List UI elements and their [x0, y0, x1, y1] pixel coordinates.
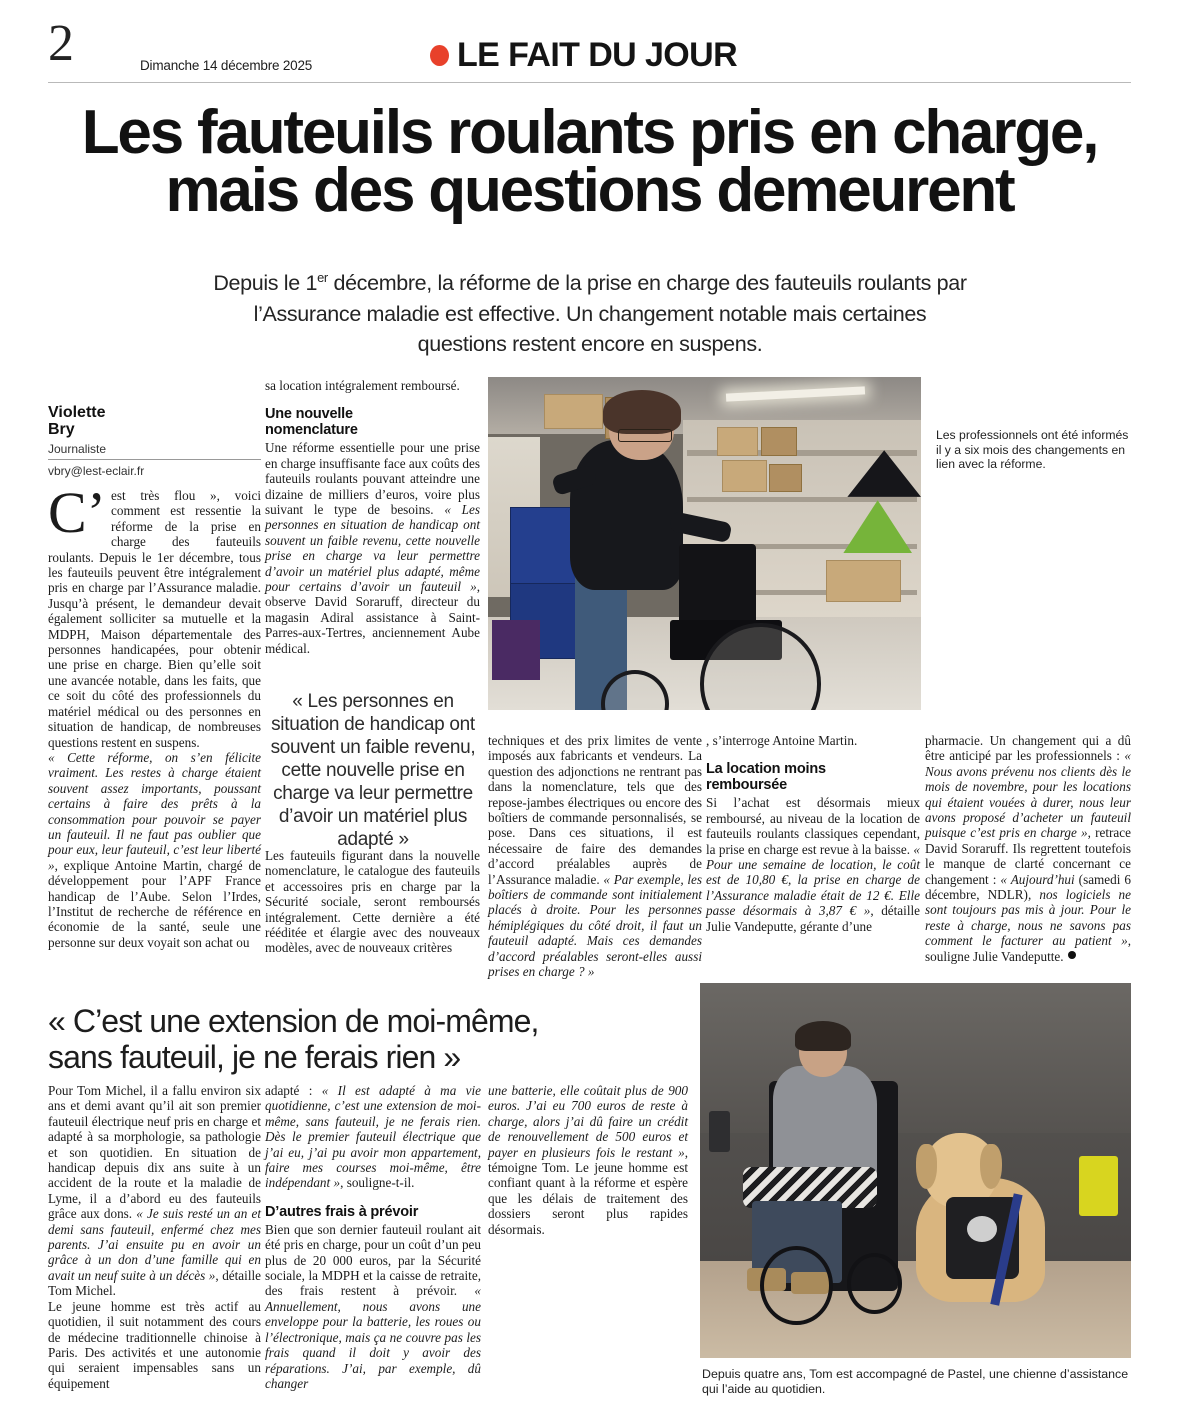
article1-column-1 [48, 480, 261, 950]
article2-column-2 [265, 1083, 481, 1391]
photo-cardboard-box [544, 394, 602, 429]
article1-column-2-cont [265, 848, 480, 956]
subhead-line-1: La location moins [706, 761, 826, 778]
attribution-text: , détaille Julie Vandeputte, gérante d’une [706, 903, 921, 934]
body-text: adapté : [265, 1083, 322, 1098]
photo-dog-ear [980, 1144, 1002, 1189]
standfirst-superscript: er [317, 269, 328, 285]
section-rubric [430, 38, 737, 72]
photo-wheelchair-wheel [847, 1253, 902, 1314]
photo-dog-vest-badge [967, 1216, 997, 1242]
article2-headline [48, 1003, 688, 1075]
subhead-line-1: Une nouvelle [265, 406, 353, 423]
subhead-line-2: remboursée [706, 777, 788, 794]
page-number: 2 [48, 15, 74, 72]
body-text: Bien que son dernier fauteuil roulant ait été pris en charge, pour un coût d’un peu plus de 20 000 euros, par la Sécurité sociale, la MDPH et la caisse de retraite, des frais restent à prévoir. [265, 1221, 481, 1299]
quote-text-c: , nos logiciels ne sont toujours pas mis à jour. Pour le reste à charge, nous ne savons pas comment le facturer au patient » [925, 887, 1132, 949]
article1-pull-quote: « Les personnes en situation de handicap ont souvent un faible revenu, cette nouvelle prise en charge va leur permettre d’avoir un matériel plus adapté » [270, 691, 476, 850]
photo-cardboard-box [717, 427, 758, 456]
photo-wheelchair-backrest [679, 544, 757, 631]
article1-col4-attribution: , s’interroge Antoine Martin. [706, 733, 858, 748]
headline-line-1: Les fauteuils roulants pris en charge, [81, 98, 1098, 167]
article2-photo-caption: Depuis quatre ans, Tom est accompagné de Pastel, une chienne d’assistance qui l’aide au quotidien. [702, 1367, 1129, 1396]
article1-subhead-nomenclature [265, 406, 480, 438]
article1-col1-paragraph-2 [48, 750, 261, 950]
photo-yellow-object [1079, 1156, 1118, 1216]
quote-text: une batterie, elle coûtait plus de 900 euros. J’ai eu 700 euros de reste à charge, alors j’ai dû faire un crédit de renouvellement de 500 euros et payer en plusieurs fois le restant » [488, 1083, 688, 1160]
article1-col2-paragraph-0: sa location intégralement remboursé. [265, 378, 460, 393]
photo-person-glasses [618, 429, 672, 443]
article2-col1-paragraph-1 [48, 1083, 261, 1299]
photo-cardboard-box [769, 464, 801, 493]
standfirst-line-2: par l’Assurance maladie est effective. Un changement notable [253, 271, 967, 326]
attribution-text-b: , souligne Julie Vandeputte. [925, 933, 1131, 964]
masthead-divider [48, 82, 1131, 83]
standfirst-part-a: Depuis le 1 [213, 271, 318, 295]
byline-email[interactable]: vbry@lest-eclair.fr [48, 464, 145, 478]
red-dot-icon [430, 45, 449, 66]
article1-col1-paragraph-1: C’est très flou », voici comment est ressentie la réforme de la prise en charge des fauteuils roulants. Depuis le 1er décembre, tous les fauteuils peuvent être intégralement pris en charge par l’Assurance maladie. Jusqu’à présent, le demandeur devait également solliciter sa mutuelle et la MDPH, Maison départementale des personnes handicapées, pour obtenir une prise en charge. Bien qu’elle soit une avancée notable, dans les faits, que ce soit du côté des professionnels du matériel médical ou des personnes en situation de handicap, de nombreuses questions restent en suspens. [48, 480, 261, 750]
article1-photo-caption: Les professionnels ont été informés il y a six mois des changements en lien avec la réforme. [936, 428, 1129, 472]
photo-person-torso [570, 440, 683, 590]
article1-headline [48, 98, 1131, 225]
quote-text: « Je suis resté un an et demi sans fauteuil, enfermé chez mes parents. J’ai ensuite pu en avoir un grâce à un don d’une famille qui en avait un neuf suite à un décès » [48, 1206, 262, 1283]
quote-text: « Il est adapté à ma vie quotidienne, c’est une extension de moi-même, sans fauteuil, je ne ferais rien. Dès le premier fauteuil électrique que j’ai eu, j’ai pu avoir mon appartement, faire mes courses moi-même, être indépendant » [265, 1083, 482, 1191]
article1-col4-paragraph-2 [706, 795, 920, 934]
quote-text-b: « Aujourd’hui [1000, 871, 1079, 887]
quote-text: « Annuellement, nous avons une enveloppe pour la batterie, les roues ou l’électronique, mais ça ne couvre pas les frais quand il doit y avoir des réparations. J’ai, par exemple, dû changer [265, 1283, 481, 1391]
byline-role: Journaliste [48, 442, 261, 460]
article1-column-5 [925, 733, 1131, 964]
article2-col3-paragraph-1 [488, 1083, 688, 1237]
article1-standfirst [210, 268, 970, 360]
subhead-line-2: nomenclature [265, 422, 358, 439]
standfirst-part-b: décembre, la réforme de la prise en charge des fauteuils roulants [327, 271, 931, 295]
rubric-label: LE FAIT DU JOUR [457, 36, 738, 74]
photo-person-hair [603, 390, 681, 433]
photo-person-hair [795, 1021, 851, 1051]
body-text: Une réforme essentielle pour une prise en charge insuffisante face aux coûts des fauteuils roulants pouvant atteindre une dizaine de milliers d’euros, voire plus suivant le type de besoins. [265, 440, 480, 518]
body-text: Si l’achat est désormais mieux remboursé, au niveau de la location de fauteuils roulants classiques cependant, la prise en charge est revue à la baisse. [706, 795, 920, 857]
quote-text: « Les personnes en situation de handicap ont souvent un faible revenu, cette nouvelle prise en charge va leur permettre d’avoir un matériel plus adapté, même pour certains d’avoir un fauteuil » [265, 502, 480, 595]
attribution-text: , retrace David Soraruff. Ils regrettent toutefois le manque de clarté concernant ce changement : [925, 825, 1131, 887]
photo-wheelchair-wheel [760, 1246, 833, 1325]
article2-col2-paragraph-2 [265, 1222, 481, 1391]
photo-purple-box [492, 620, 540, 680]
masthead [48, 15, 1131, 84]
article2-column-1 [48, 1083, 261, 1391]
attribution-text: , témoigne Tom. Le jeune homme est confiant quant à la réforme et espère que les délais de traitement des dossiers seront plus rapides désormais. [488, 1144, 688, 1237]
article2-col2-paragraph-1 [265, 1083, 481, 1191]
attribution-text: , détaille Tom Michel. [48, 1267, 262, 1299]
photo-cardboard-box [722, 460, 767, 492]
article1-col2-paragraph-1 [265, 440, 480, 656]
byline-last-name: Bry [48, 421, 75, 438]
photo-dog-ear [916, 1144, 938, 1189]
article2-photo-tom-and-dog [700, 983, 1131, 1358]
end-mark-icon [1068, 951, 1076, 959]
quote-text: « Par exemple, les boîtiers de commande sont initialement placés à droite. Pour les personnes hémiplégiques du côté droit, il faut un fauteuil adapté. Mais ces demandes d’accord préalables seront-elles aussi prises en charge ? » [488, 871, 702, 980]
headline-line-2: mais des questions demeurent [165, 155, 1014, 225]
photo-cardboard-box [761, 427, 798, 456]
byline-first-name: Violette [48, 404, 106, 421]
attribution-text: , explique Antoine Martin, chargé de développement pour l’APF France handicap de l’Aube. Selon l’Irdes, l’Institut de recherche de référence en économie de la santé, seule une personne sur deux voyait son achat ou [48, 857, 261, 950]
byline [48, 404, 261, 478]
body-text: techniques et des prix limites de vente imposés aux fabricants et vendeurs. La question des adjonctions ne rentrant pas dans la nomenclature, tels que des repose-jambes électriques ou encore des boîtiers de commande personnalisés, se pose. Dans ces situations, il est nécessaire de faire des demandes d’accord préalables auprès de l’Assurance maladie. [488, 733, 702, 887]
article1-col2-paragraph-2: Les fauteuils figurant dans la nouvelle nomenclature, le catalogue des fauteuils et accessoires pris en charge par la Sécurité sociale, seront remboursés intégralement. Cette dernière a été rééditée et élargie avec des nouveaux modèles, avec de nouveaux critères [265, 848, 480, 956]
article1-col3-paragraph-1 [488, 733, 702, 980]
article2-column-3 [488, 1083, 688, 1237]
article1-subhead-location [706, 761, 920, 793]
article2-headline-line-2: sans fauteuil, je ne ferais rien » [48, 1039, 461, 1075]
photo-shelf-line [687, 497, 916, 502]
photo-cardboard-box [826, 560, 902, 602]
article1-column-2 [265, 378, 480, 656]
editor-note: (samedi 6 décembre, NDLR) [925, 871, 1131, 903]
quote-text: « Nous avons prévenu nos clients dès le mois de novembre, pour les locations qui étaient vouées à durer, nous leur avons proposé d’acheter un fauteuil puisque c’est pris en charge » [925, 748, 1131, 841]
attribution-text: , souligne-t-il. [340, 1175, 415, 1191]
article2-subhead-frais: D’autres frais à prévoir [265, 1203, 419, 1220]
article2-headline-line-1: « C’est une extension de moi-même, [48, 1003, 539, 1039]
article1-photo-wheelchair-shop [488, 377, 921, 710]
attribution-text: , observe David Soraruff, directeur du magasin Adiral assistance à Saint-Parres-aux-Tertres, anciennement Aube médical. [265, 579, 480, 656]
body-text: Pour Tom Michel, il a fallu environ six ans et demi avant qu’il ait son premier fauteuil électrique neuf pris en charge et adapté à sa morphologie, sa pathologie et son quotidien. En situation de handicap depuis dix ans suite à un accident de la route et la maladie de Lyme, il a d’abord eu des fauteuils grâce aux dons. [48, 1083, 261, 1222]
quote-text: « Cette réforme, on s’en félicite vraiment. Les restes à charge étaient souvent assez importants, poussant certains à faire des prêts à la consommation pour pouvoir se payer un fauteuil. Il ne faut pas oublier que pour eux, leur fauteuil, c’est leur liberté » [48, 749, 261, 873]
article2-col1-paragraph-2: Le jeune homme est très actif au quotidien, il suit notamment des cours de médecine traditionnelle chinoise à Paris. Des activités et une autonomie qui seraient impensables sans un équipement [48, 1298, 261, 1391]
photo-upper-wall [700, 983, 1131, 1133]
photo-background-object [709, 1111, 731, 1152]
article1-column-3 [488, 733, 702, 980]
article1-column-4 [706, 733, 920, 934]
standfirst-line-3: mais certaines questions restent encore en suspens. [417, 301, 927, 357]
publication-date: Dimanche 14 décembre 2025 [140, 58, 313, 73]
quote-text: « Pour une semaine de location, le coût est de 10,80 €, la prise en charge de l’Assurance maladie était de 12 €. Elle passe désormais à 3,87 € » [706, 841, 920, 919]
body-text: pharmacie. Un changement qui a dû être anticipé par les professionnels : [925, 733, 1131, 764]
article1-col5-paragraph-1 [925, 733, 1131, 964]
